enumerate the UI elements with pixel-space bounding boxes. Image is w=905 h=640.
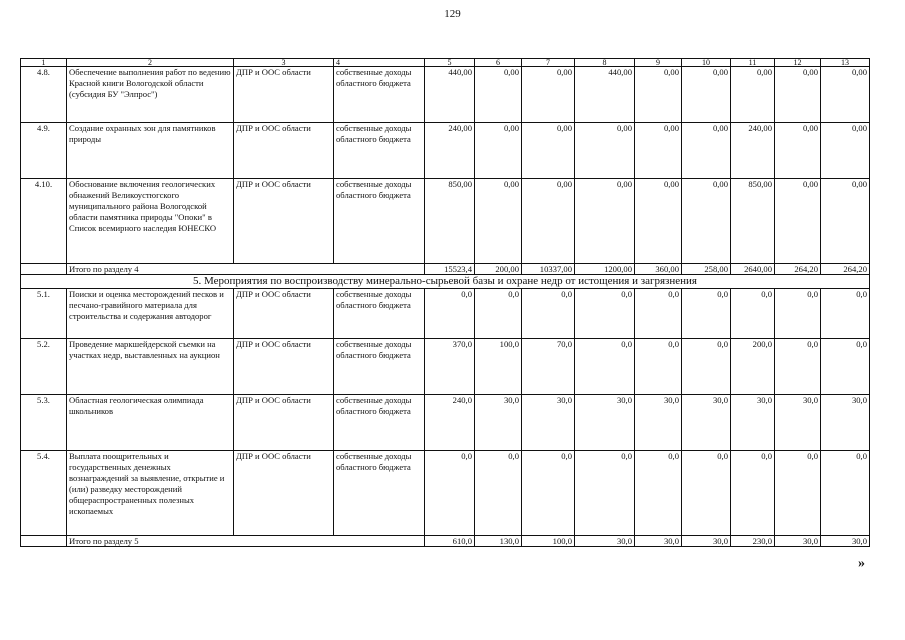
row-value: 0,0	[775, 451, 821, 536]
column-header: 11	[731, 59, 775, 67]
row-executor: ДПР и ООС области	[234, 123, 334, 179]
page-number: 129	[444, 8, 461, 20]
row-value: 0,0	[821, 451, 870, 536]
row-value: 200,0	[731, 339, 775, 395]
row-value: 0,0	[682, 339, 731, 395]
row-name: Областная геологическая олимпиада школьников	[67, 395, 234, 451]
column-header: 12	[775, 59, 821, 67]
total-row	[21, 536, 870, 547]
row-value: 0,0	[775, 289, 821, 339]
row-value: 0,0	[522, 289, 575, 339]
column-header: 13	[821, 59, 870, 67]
row-source: собственные доходы областного бюджета	[334, 395, 425, 451]
row-value: 0,0	[821, 339, 870, 395]
column-header: 2	[67, 59, 234, 67]
row-value: 0,00	[522, 67, 575, 123]
total-value: 230,0	[731, 536, 775, 547]
row-value: 0,00	[635, 67, 682, 123]
column-header: 4	[334, 59, 425, 67]
row-value: 30,0	[821, 395, 870, 451]
row-value: 0,0	[731, 451, 775, 536]
row-value: 30,0	[682, 395, 731, 451]
row-name: Обоснование включения геологических обнажений Великоустюгского муниципального района Вологодской области памятника природы "Опоки" в Список всемирного наследия ЮНЕСКО	[67, 179, 234, 264]
total-value: 30,0	[821, 536, 870, 547]
row-executor: ДПР и ООС области	[234, 289, 334, 339]
table-row	[21, 123, 870, 179]
row-value: 0,0	[635, 451, 682, 536]
row-executor: ДПР и ООС области	[234, 339, 334, 395]
row-value: 240,00	[425, 123, 475, 179]
total-value: 100,0	[522, 536, 575, 547]
row-executor: ДПР и ООС области	[234, 67, 334, 123]
row-value: 0,00	[575, 179, 635, 264]
budget-table	[20, 58, 870, 547]
row-value: 0,00	[682, 67, 731, 123]
row-value: 0,0	[682, 451, 731, 536]
row-value: 0,0	[425, 289, 475, 339]
total-value: 30,0	[575, 536, 635, 547]
row-name: Поиски и оценка месторождений песков и песчано-гравийного материала для строительства и содержания автодорог	[67, 289, 234, 339]
row-index: 4.10.	[21, 179, 67, 264]
row-value: 0,0	[635, 339, 682, 395]
column-header: 10	[682, 59, 731, 67]
total-label: Итого по разделу 4	[67, 264, 425, 275]
total-value: 30,0	[775, 536, 821, 547]
row-value: 30,0	[575, 395, 635, 451]
column-header-row	[21, 59, 870, 67]
row-value: 0,00	[635, 179, 682, 264]
row-value: 0,0	[425, 451, 475, 536]
total-value: 610,0	[425, 536, 475, 547]
total-value: 258,00	[682, 264, 731, 275]
column-header: 7	[522, 59, 575, 67]
row-value: 0,00	[682, 123, 731, 179]
total-value: 264,20	[775, 264, 821, 275]
row-index: 5.4.	[21, 451, 67, 536]
row-value: 30,0	[522, 395, 575, 451]
row-source: собственные доходы областного бюджета	[334, 179, 425, 264]
table-row	[21, 289, 870, 339]
row-value: 30,0	[475, 395, 522, 451]
row-value: 0,00	[731, 67, 775, 123]
row-value: 0,00	[775, 179, 821, 264]
total-value: 2640,00	[731, 264, 775, 275]
total-row	[21, 264, 870, 275]
section-title: 5. Мероприятия по воспроизводству минерально-сырьевой базы и охране недр от истощения и загрязнения	[21, 275, 870, 289]
column-header: 3	[234, 59, 334, 67]
row-value: 0,0	[575, 339, 635, 395]
row-value: 0,00	[475, 67, 522, 123]
row-executor: ДПР и ООС области	[234, 395, 334, 451]
row-source: собственные доходы областного бюджета	[334, 67, 425, 123]
row-index: 4.8.	[21, 67, 67, 123]
total-value: 360,00	[635, 264, 682, 275]
row-name: Выплата поощрительных и государственных денежных вознаграждений за выявление, открытие и (или) разведку месторождений общераспространенных полезных ископаемых	[67, 451, 234, 536]
row-index: 5.3.	[21, 395, 67, 451]
row-source: собственные доходы областного бюджета	[334, 451, 425, 536]
row-source: собственные доходы областного бюджета	[334, 123, 425, 179]
row-value: 440,00	[425, 67, 475, 123]
row-value: 30,0	[635, 395, 682, 451]
table-row	[21, 451, 870, 536]
row-value: 0,00	[635, 123, 682, 179]
row-name: Обеспечение выполнения работ по ведению Красной книги Вологодской области (субсидия БУ "Элпрос")	[67, 67, 234, 123]
row-value: 240,00	[731, 123, 775, 179]
row-value: 370,0	[425, 339, 475, 395]
row-value: 30,0	[775, 395, 821, 451]
row-value: 0,00	[682, 179, 731, 264]
row-value: 0,00	[821, 123, 870, 179]
column-header: 1	[21, 59, 67, 67]
row-value: 0,0	[682, 289, 731, 339]
row-value: 0,0	[775, 339, 821, 395]
row-executor: ДПР и ООС области	[234, 179, 334, 264]
row-value: 0,00	[475, 179, 522, 264]
row-value: 0,0	[635, 289, 682, 339]
row-value: 850,00	[731, 179, 775, 264]
total-value: 264,20	[821, 264, 870, 275]
column-header: 6	[475, 59, 522, 67]
column-header: 5	[425, 59, 475, 67]
row-value: 850,00	[425, 179, 475, 264]
row-value: 0,0	[475, 289, 522, 339]
row-value: 440,00	[575, 67, 635, 123]
table-row	[21, 67, 870, 123]
row-value: 0,00	[821, 179, 870, 264]
row-value: 0,0	[575, 289, 635, 339]
total-value: 200,00	[475, 264, 522, 275]
total-value: 30,0	[635, 536, 682, 547]
total-value: 1200,00	[575, 264, 635, 275]
row-value: 100,0	[475, 339, 522, 395]
row-value: 0,00	[475, 123, 522, 179]
row-value: 0,00	[821, 67, 870, 123]
row-value: 0,0	[475, 451, 522, 536]
row-value: 0,00	[522, 123, 575, 179]
row-executor: ДПР и ООС области	[234, 451, 334, 536]
row-name: Создание охранных зон для памятников природы	[67, 123, 234, 179]
total-label: Итого по разделу 5	[67, 536, 425, 547]
row-value: 0,00	[522, 179, 575, 264]
table-row	[21, 179, 870, 264]
row-value: 70,0	[522, 339, 575, 395]
total-value: 130,0	[475, 536, 522, 547]
row-value: 0,00	[575, 123, 635, 179]
table-row	[21, 395, 870, 451]
closing-quote-mark: »	[858, 556, 865, 571]
row-index: 5.1.	[21, 289, 67, 339]
section-header-row	[21, 275, 870, 289]
row-value: 0,0	[731, 289, 775, 339]
total-value: 30,0	[682, 536, 731, 547]
row-source: собственные доходы областного бюджета	[334, 289, 425, 339]
row-value: 0,0	[575, 451, 635, 536]
total-value: 10337,00	[522, 264, 575, 275]
column-header: 8	[575, 59, 635, 67]
row-index: 5.2.	[21, 339, 67, 395]
row-value: 0,0	[522, 451, 575, 536]
total-value: 15523,4	[425, 264, 475, 275]
row-value: 30,0	[731, 395, 775, 451]
row-index: 4.9.	[21, 123, 67, 179]
row-value: 0,00	[775, 67, 821, 123]
row-name: Проведение маркшейдерской съемки на участках недр, выставленных на аукцион	[67, 339, 234, 395]
row-value: 0,0	[821, 289, 870, 339]
row-source: собственные доходы областного бюджета	[334, 339, 425, 395]
column-header: 9	[635, 59, 682, 67]
row-value: 0,00	[775, 123, 821, 179]
table-row	[21, 339, 870, 395]
row-value: 240,0	[425, 395, 475, 451]
